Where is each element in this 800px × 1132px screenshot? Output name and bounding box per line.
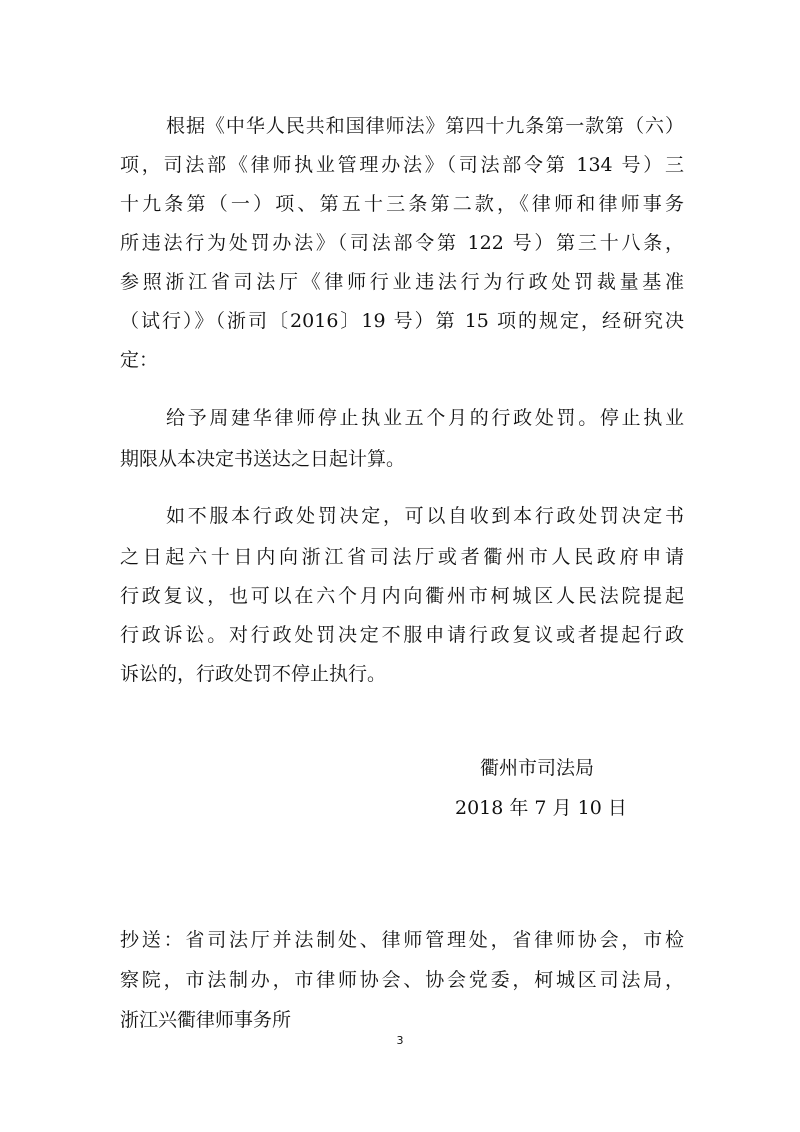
text-line: 诉讼的，行政处罚不停止执行。 bbox=[120, 663, 387, 685]
text-line: 期限从本决定书送达之日起计算。 bbox=[120, 448, 406, 470]
text-line: 十九条第（一）项、第五十三条第二款，《律师和律师事务 bbox=[120, 193, 684, 215]
text-line: 行政复议，也可以在六个月内向衢州市柯城区人民法院提起 bbox=[120, 585, 684, 607]
cc-line: 浙江兴衢律师事务所 bbox=[120, 1009, 292, 1031]
text-line: 根据《中华人民共和国律师法》第四十九条第一款第（六） bbox=[166, 115, 684, 137]
page-number: 3 bbox=[396, 1034, 404, 1047]
cc-line: 察院，市法制办，市律师协会、协会党委，柯城区司法局， bbox=[120, 969, 684, 991]
text-line: 项，司法部《律师执业管理办法》（司法部令第 134 号）三 bbox=[120, 154, 684, 176]
text-line: （试行）》（浙司〔2016〕19 号）第 15 项的规定，经研究决 bbox=[120, 310, 684, 332]
cc-line: 抄送：省司法厅并法制处、律师管理处，省律师协会，市检 bbox=[120, 929, 684, 951]
issue-date: 2018 年 7 月 10 日 bbox=[455, 797, 627, 819]
text-line: 行政诉讼。对行政处罚决定不服申请行政复议或者提起行政 bbox=[120, 624, 684, 646]
text-line: 给予周建华律师停止执业五个月的行政处罚。停止执业 bbox=[166, 407, 684, 429]
text-line: 所违法行为处罚办法》（司法部令第 122 号）第三十八条， bbox=[120, 232, 684, 254]
issuing-authority: 衢州市司法局 bbox=[480, 757, 595, 779]
text-line: 之日起六十日内向浙江省司法厅或者衢州市人民政府申请 bbox=[120, 546, 684, 568]
text-line: 参照浙江省司法厅《律师行业违法行为行政处罚裁量基准 bbox=[120, 271, 684, 293]
text-line: 如不服本行政处罚决定，可以自收到本行政处罚决定书 bbox=[166, 505, 684, 527]
text-line: 定： bbox=[120, 349, 159, 371]
